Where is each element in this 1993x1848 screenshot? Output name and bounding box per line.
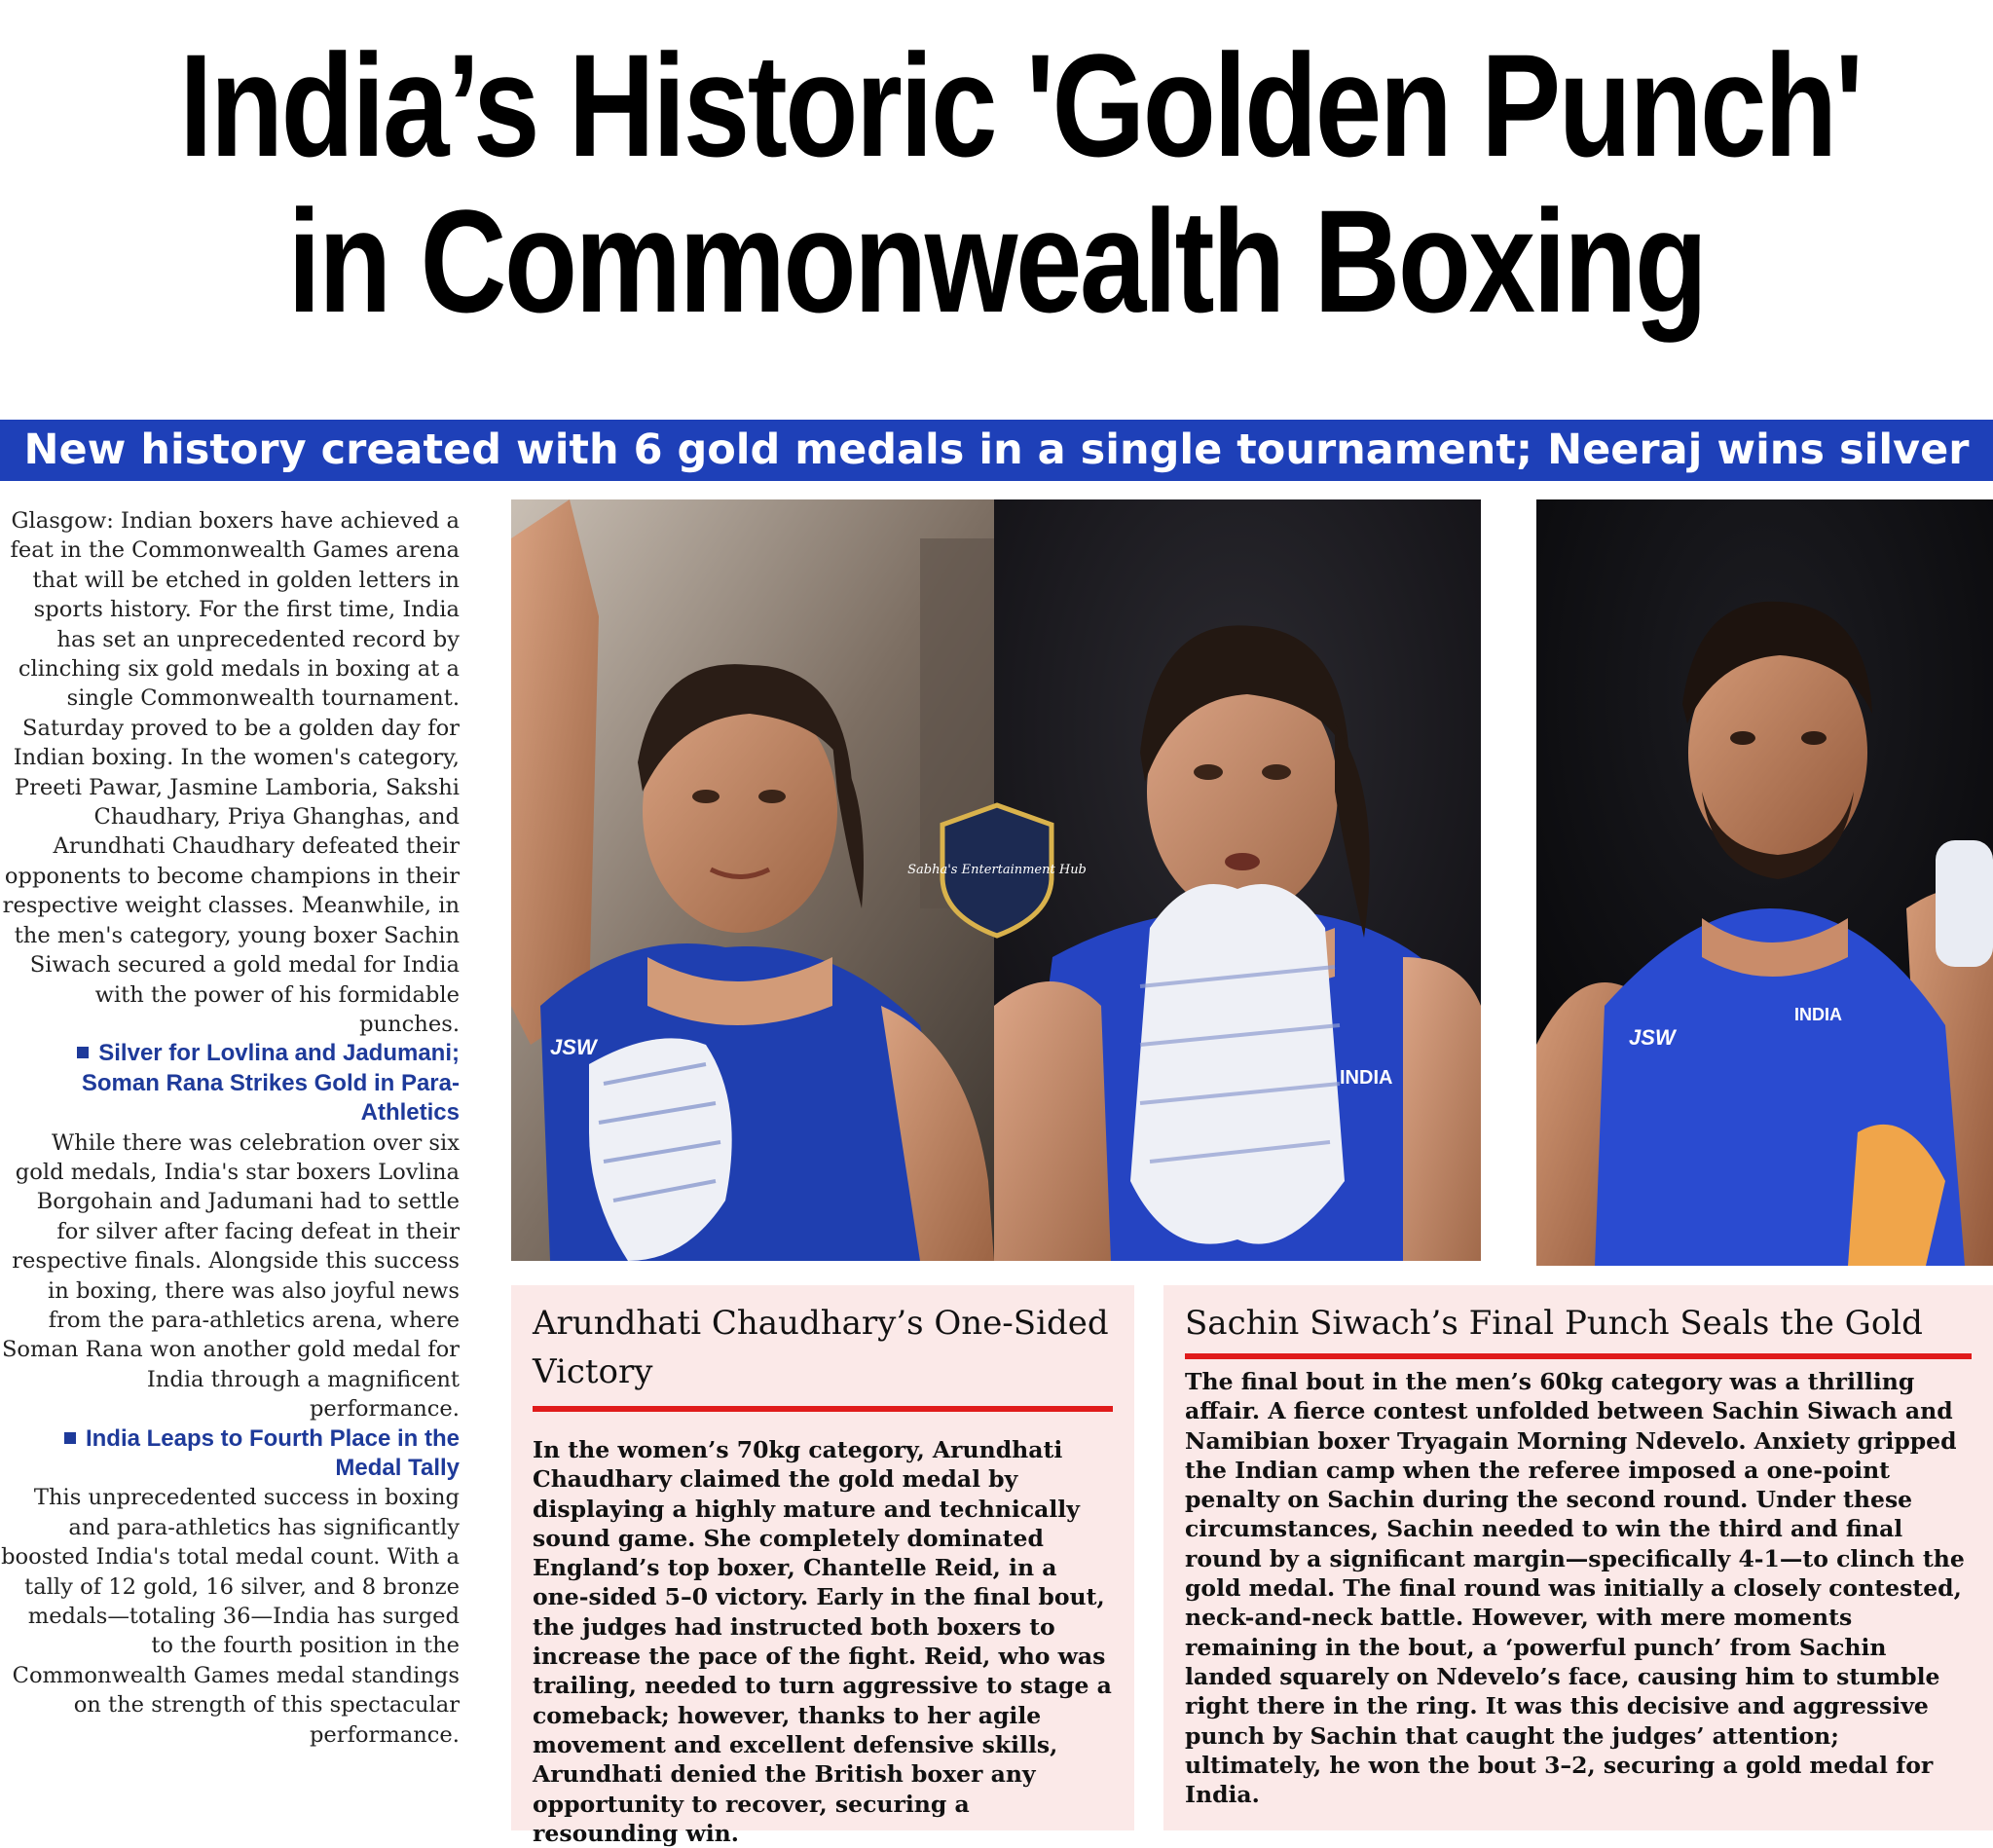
- photo-arundhati-folded-hands: [994, 499, 1481, 1261]
- medal-tally-paragraph: This unprecedented success in boxing and para-athletics has significantly boosted India's total medal count. With a tally of 12 gold, 16 silver, and 8 bronze medals—totaling 36—India has surged to the fourth position in the Commonwealth Games medal standings on the strength of this spectacular performance.: [1, 1485, 460, 1748]
- headline-line-2: in Commonwealth Boxing: [287, 179, 1706, 343]
- intro-paragraph: Glasgow: Indian boxers have achieved a feat in the Commonwealth Games arena that will be etched in golden letters in sports history. For the first time, India has set an unprecedented record by clinching six gold medals in boxing at a single Commonwealth tournament. Saturday proved to be a golden day for Indian boxing. In the women's category, Preeti Pawar, Jasmine Lamboria, Sakshi Chaudhary, Priya Ghanghas, and Arundhati Chaudhary defeated their opponents to become champions in their respective weight classes. Meanwhile, in the men's category, young boxer Sachin Siwach secured a gold medal for India with the power of his formidable punches.: [2, 508, 460, 1037]
- left-article-column: [0, 506, 460, 1750]
- silver-paragraph: While there was celebration over six gold medals, India's star boxers Lovlina Borgohain and Jadumani had to settle for silver after facing defeat in their respective finals. Alongside this success in boxing, there was also joyful news from the para-athletics arena, where Soman Rana won another gold medal for India through a magnificent performance.: [1, 1129, 460, 1423]
- box1-body: In the women’s 70kg category, Arundhati Chaudhary claimed the gold medal by displaying a highly mature and technically sound game. She completely dominated England’s top boxer, Chantelle Reid, in a one-sided 5–0 victory. Early in the final bout, the judges had instructed both boxers to increase the pace of the fight. Reid, who was trailing, needed to turn aggressive to stage a comeback; however, thanks to her agile movement and excellent defensive skills, Arundhati denied the British boxer any opportunity to recover, securing a resounding win.: [533, 1436, 1112, 1847]
- watermark-text: Sabha's Entertainment Hub: [907, 863, 1087, 877]
- jersey-sponsor-label-1: JSW: [550, 1035, 597, 1059]
- box2-title: Sachin Siwach’s Final Punch Seals the Gold: [1185, 1304, 1923, 1343]
- jersey-team-label-2: INDIA: [1340, 1067, 1393, 1089]
- sachin-sidebar-box: [1163, 1285, 1993, 1830]
- headline: [179, 23, 1862, 343]
- subheadline-banner: New history created with 6 gold medals in a single tournament; Neeraj wins silver: [0, 420, 1993, 481]
- headline-line-1: India’s Historic 'Golden Punch': [179, 23, 1862, 187]
- watermark-badge: [907, 801, 1087, 940]
- subhead-silver-text: Silver for Lovlina and Jadumani; Soman Rana Strikes Gold in Para-Athletics: [81, 1040, 460, 1127]
- jersey-team-label-3: INDIA: [1794, 1005, 1842, 1024]
- subhead-silver: [0, 1039, 460, 1127]
- arundhati-sidebar-box: [511, 1285, 1134, 1847]
- subhead-medal-tally-text: India Leaps to Fourth Place in the Medal Tally: [85, 1424, 460, 1481]
- subhead-medal-tally: [0, 1424, 460, 1484]
- box2-body: The final bout in the men’s 60kg category was a thrilling affair. A fierce contest unfolded between Sachin Siwach and Namibian boxer Tryagain Morning Ndevelo. Anxiety gripped the Indian camp when the referee imposed a one-point penalty on Sachin during the second round. Under these circumstances, Sachin needed to win the third and final round by a significant margin—specifically 4-1—to clinch the gold medal. The final round was initially a closely contested, neck-and-neck battle. However, with mere moments remaining in the bout, a ‘powerful punch’ from Sachin landed squarely on Ndevelo’s face, causing him to stumble right there in the ring. It was this decisive and aggressive punch by Sachin that caught the judges’ attention; ultimately, he won the bout 3–2, securing a gold medal for India.: [1185, 1368, 1965, 1809]
- jersey-sponsor-label-3: JSW: [1629, 1025, 1676, 1050]
- bullet-square-icon: [77, 1047, 89, 1058]
- bullet-square-icon: [64, 1432, 76, 1444]
- photo-sachin-siwach: [1536, 499, 1993, 1266]
- photo-arundhati-victory: [511, 499, 994, 1261]
- box1-title: Arundhati Chaudhary’s One-Sided Victory: [533, 1304, 1109, 1391]
